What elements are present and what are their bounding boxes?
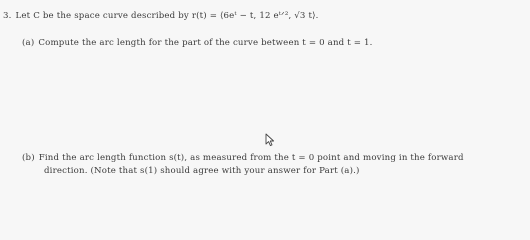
mouse-pointer-icon: [265, 133, 275, 147]
part-b-continuation: [44, 166, 360, 176]
part-a-label: (a): [22, 38, 35, 48]
problem-number: 3.: [3, 11, 12, 21]
part-b-label: (b): [22, 153, 35, 163]
part-b-text-line1: Find the arc length function s(t), as measured from the t = 0 point and moving in the forward: [38, 153, 464, 163]
part-b-text-line2: direction. (Note that s(1) should agree with your answer for Part (a).): [44, 166, 360, 176]
problem-text: Let C be the space curve described by r(t) = ⟨6eᵗ − t, 12 eᵗᐟ², √3 t⟩.: [15, 11, 319, 21]
part-a: [22, 38, 373, 48]
problem-statement: [3, 11, 319, 21]
part-a-text: Compute the arc length for the part of the curve between t = 0 and t = 1.: [38, 38, 373, 48]
part-b: [22, 153, 464, 163]
